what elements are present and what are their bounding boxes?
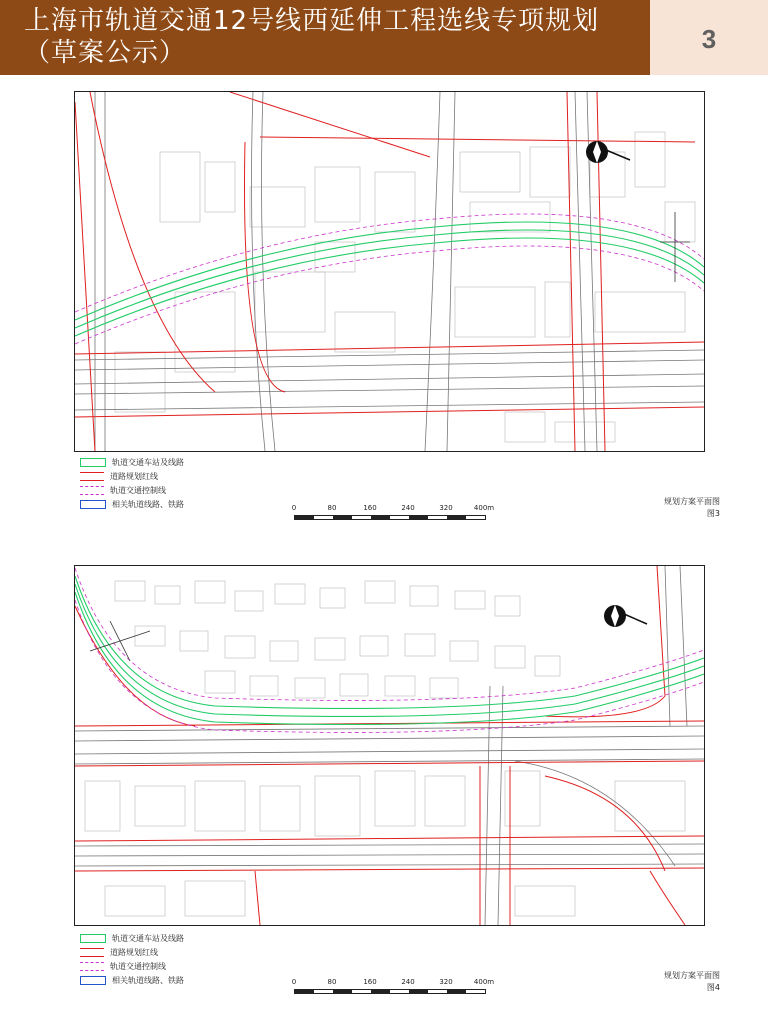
green-rail-line-swatch (80, 934, 106, 943)
scale-tick: 0 (291, 504, 297, 512)
blue-rail-swatch (80, 500, 106, 509)
scale-bar-figure-4 (291, 978, 495, 1002)
caption-title: 规划方案平面图 (664, 497, 720, 506)
figure-caption-4 (620, 970, 720, 994)
legend-row-road (80, 947, 158, 957)
legend-label: 轨道交通车站及线路 (112, 457, 184, 467)
scale-bar-figure-3 (291, 504, 495, 528)
legend-label: 道路规划红线 (110, 947, 158, 957)
plan-map-figure-4 (74, 565, 705, 926)
scale-labels (291, 978, 495, 988)
legend-row-rail (80, 457, 184, 467)
red-road-line-swatch (80, 472, 104, 481)
scale-tick: 80 (327, 504, 337, 512)
north-arrow-icon (604, 605, 647, 627)
scale-tick: 160 (363, 504, 377, 512)
legend-row-control (80, 485, 166, 495)
legend-row-related (80, 499, 184, 509)
scale-tick: 320 (439, 504, 453, 512)
legend-label: 相关轨道线路、铁路 (112, 499, 184, 509)
legend-label: 轨道交通控制线 (110, 961, 166, 971)
legend-row-related (80, 975, 184, 985)
caption-number: 图4 (706, 983, 720, 992)
plan-map-figure-3 (74, 91, 705, 452)
magenta-dashed-swatch (80, 962, 104, 971)
page-number-box (650, 0, 768, 75)
legend-label: 轨道交通控制线 (110, 485, 166, 495)
scale-tick: 240 (401, 978, 415, 986)
page-header (0, 0, 650, 75)
legend-row-control (80, 961, 166, 971)
map-drawing (75, 92, 704, 451)
scale-tick: 80 (327, 978, 337, 986)
caption-title: 规划方案平面图 (664, 971, 720, 980)
legend-row-road (80, 471, 158, 481)
scale-tick: 320 (439, 978, 453, 986)
legend-label: 相关轨道线路、铁路 (112, 975, 184, 985)
scale-tick: 0 (291, 978, 297, 986)
legend-label: 道路规划红线 (110, 471, 158, 481)
magenta-dashed-swatch (80, 486, 104, 495)
figure-caption-3 (620, 496, 720, 520)
scale-tick: 400m (473, 504, 495, 512)
caption-number: 图3 (706, 509, 720, 518)
blue-rail-swatch (80, 976, 106, 985)
legend-row-rail (80, 933, 184, 943)
red-road-line-swatch (80, 948, 104, 957)
scale-graphic (294, 515, 486, 520)
scale-labels (291, 504, 495, 514)
map-drawing (75, 566, 704, 925)
legend-label: 轨道交通车站及线路 (112, 933, 184, 943)
scale-tick: 400m (473, 978, 495, 986)
page-number: 3 (701, 24, 717, 54)
scale-tick: 160 (363, 978, 377, 986)
scale-graphic (294, 989, 486, 994)
scale-tick: 240 (401, 504, 415, 512)
green-rail-line-swatch (80, 458, 106, 467)
page-title: 上海市轨道交通12号线西延伸工程选线专项规划（草案公示） (24, 6, 600, 68)
